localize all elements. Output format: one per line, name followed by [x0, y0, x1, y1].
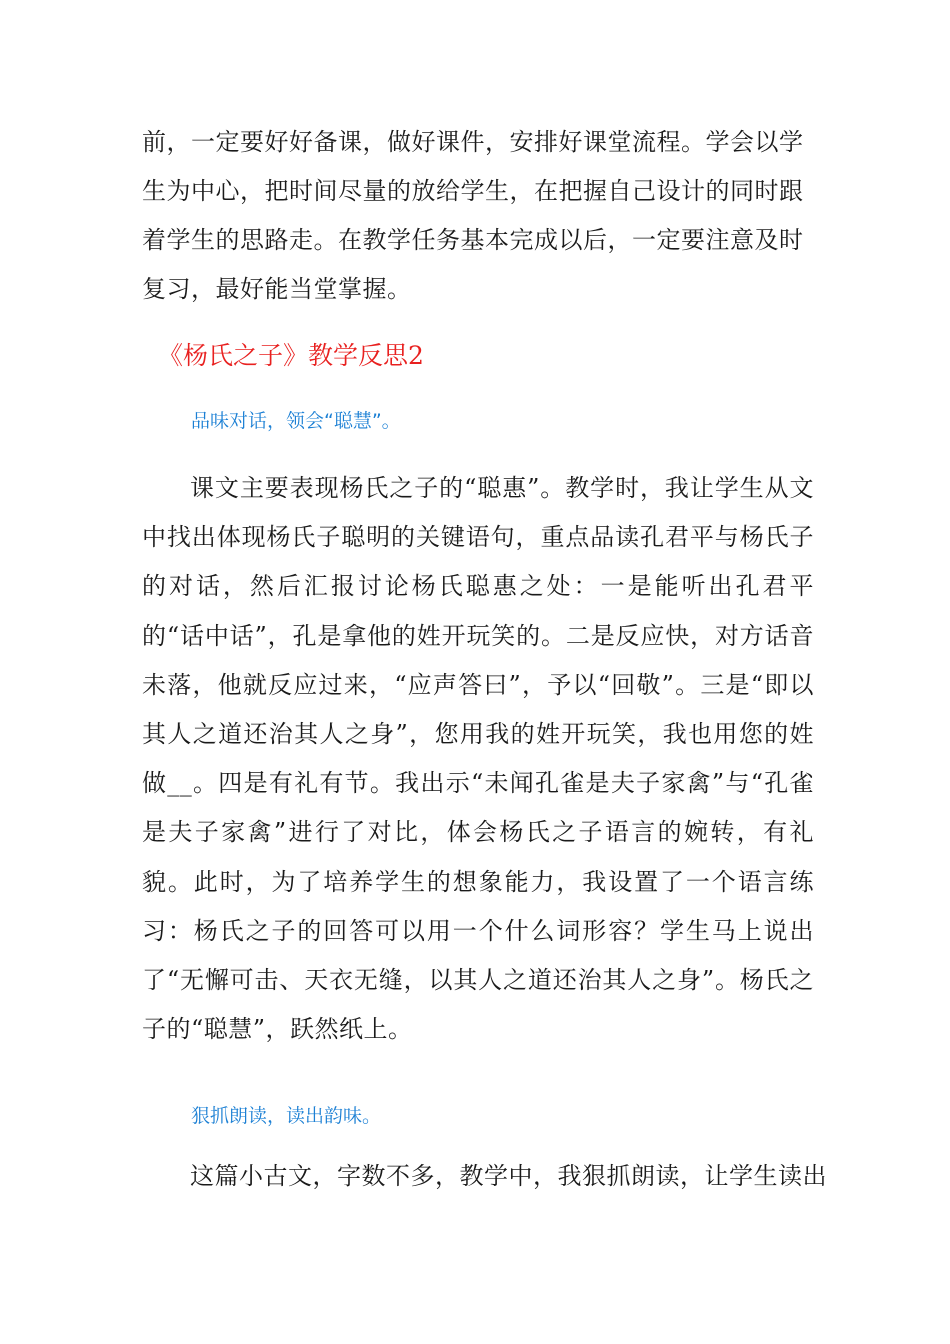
- subheading-dialogue: 品味对话，领会“聪慧”。: [191, 410, 401, 432]
- subheading-reading: 狠抓朗读，读出韵味。: [191, 1105, 382, 1127]
- paragraph-dialogue-analysis: 课文主要表现杨氏之子的“聪惠”。教学时，我让学生从文中找出体现杨氏子聪明的关键语句，重点品读孔君平与杨氏子的对话，然后汇报讨论杨氏聪惠之处：一是能听出孔君平的“话中话”，孔是拿他的姓开玩笑的。二是反应快，对方话音未落，他就反应过来，“应声答曰”，予以“回敬”。三是“即以其人之道还治其人之身”，您用我的姓开玩笑，我也用您的姓做__。四是有礼有节。我出示“未闻孔雀是夫子家禽”与“孔雀是夫子家禽”进行了对比，体会杨氏之子语言的婉转，有礼貌。此时，为了培养学生的想象能力，我设置了一个语言练习：杨氏之子的回答可以用一个什么词形容？学生马上说出了“无懈可击、天衣无缝，以其人之道还治其人之身”。杨氏之子的“聪慧”，跃然纸上。: [142, 474, 814, 1044]
- paragraph-reading: 这篇小古文，字数不多，教学中，我狠抓朗读，让学生读出: [190, 1162, 827, 1190]
- continued-paragraph: 前，一定要好好备课，做好课件，安排好课堂流程。学会以学生为中心，把时间尽量的放给学生，在把握自己设计的同时跟着学生的思路走。在教学任务基本完成以后，一定要注意及时复习，最好能当堂掌握。: [142, 128, 804, 303]
- section-title: 《杨氏之子》教学反思2: [158, 341, 424, 370]
